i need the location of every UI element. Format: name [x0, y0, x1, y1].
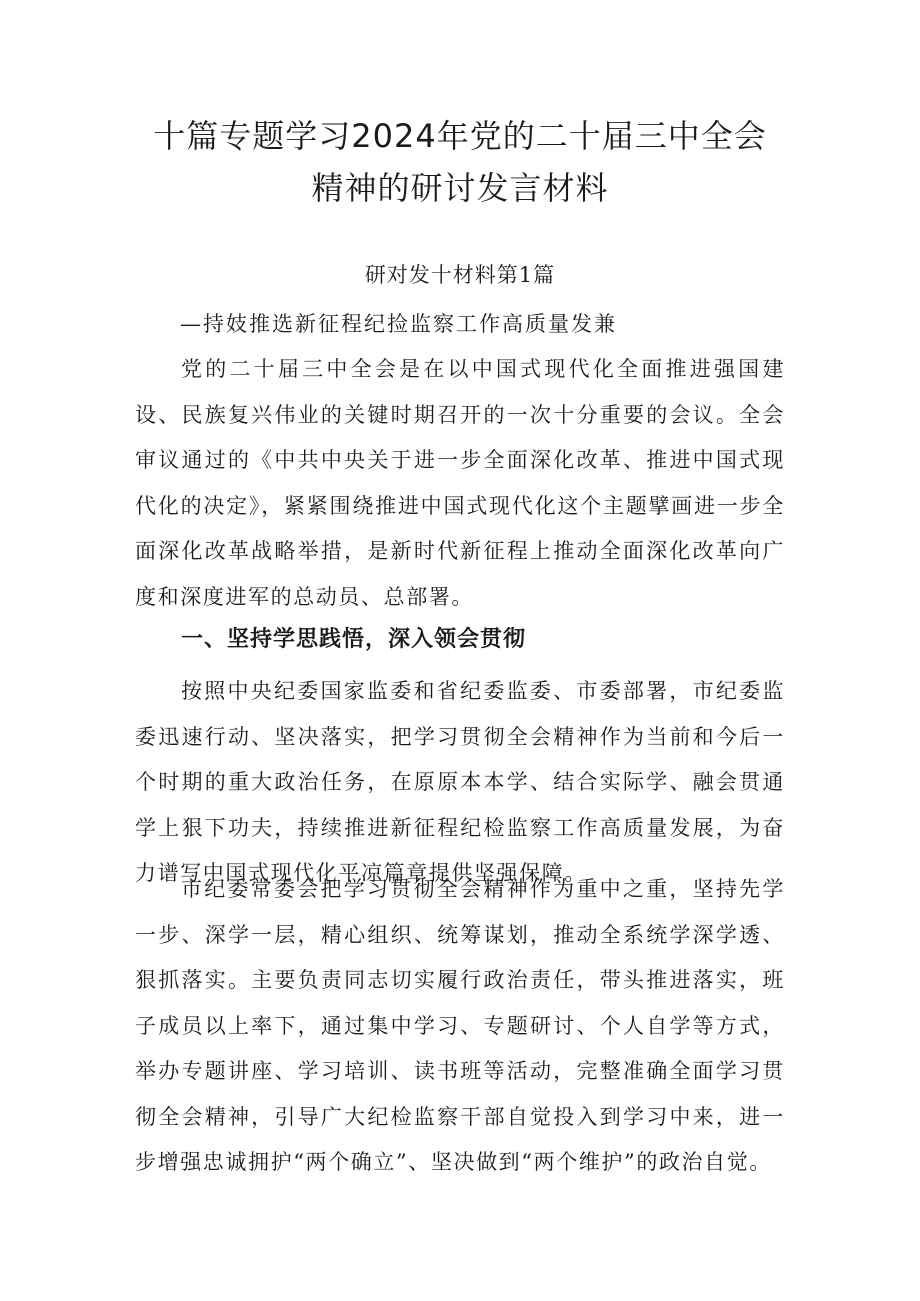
chapter-subtitle: —持妓推选新征程纪捡监察工作高质量发兼: [180, 312, 617, 336]
section-heading-1: 一、坚持学思践悟，深入领会贯彻: [181, 627, 527, 652]
document-title-line1: 十篇专题学习2024年党的二十届三中全会: [153, 117, 767, 155]
body-paragraph-2: 按照中央纪委国家监委和省纪委监委、市委部署，市纪委监委迅速行动、坚决落实，把学习贯彻全会精神作为当前和今后一个时期的重大政治任务，在原原本本学、结合实际学、融会贯通学上狠下功夫，持续推进新征程纪检监察工作高质量发展，为奋力谱写中国式现代化平凉篇章提供坚强保障。: [135, 679, 785, 885]
chapter-label: 研对发十材料第1篇: [364, 263, 556, 287]
body-paragraph-1: 党的二十届三中全会是在以中国式现代化全面推进强国建设、民族复兴伟业的关键时期召开的一次十分重要的会议。全会审议通过的《中共中央关于进一步全面深化改革、推进中国式现代化的决定》，紧紧围绕推进中国式现代化这个主题擘画进一步全面深化改革战略举措，是新时代新征程上推动全面深化改革向广度和深度进军的总动员、总部署。: [135, 357, 785, 609]
body-paragraph-3: 市纪委常委会把学习贯彻全会精神作为重中之重，坚持先学一步、深学一层，精心组织、统筹谋划，推动全系统学深学透、狠抓落实。主要负责同志切实履行政治责任，带头推进落实，班子成员以上率下，通过集中学习、专题研讨、个人自学等方式，举办专题讲座、学习培训、读书班等活动，完整准确全面学习贯彻全会精神，引导广大纪检监察干部自觉投入到学习中来，进一步增强忠诚拥护“两个确立”、坚决做到“两个维护”的政治自觉。: [135, 877, 785, 1174]
document-title-line2: 精神的研讨发言材料: [311, 169, 609, 207]
